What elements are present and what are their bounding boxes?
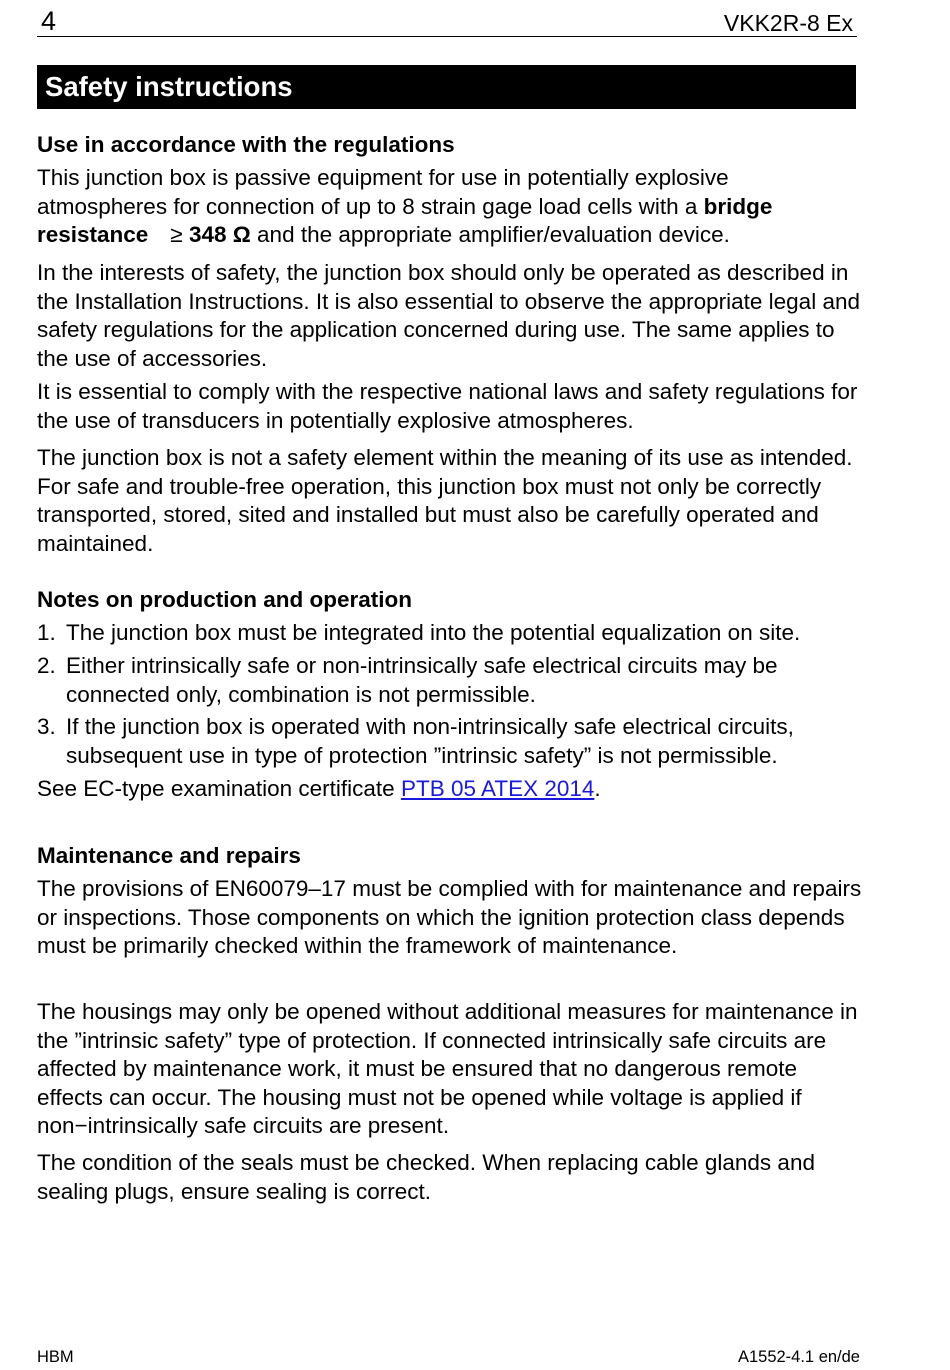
greater-equal-sign: ≥: [170, 222, 183, 247]
footer-doc-code: A1552-4.1 en/de: [737, 1348, 860, 1366]
use-paragraph-1: [37, 164, 867, 250]
document-id: VKK2R-8 Ex: [723, 10, 853, 36]
page-title: Safety instructions: [45, 71, 293, 102]
heading-maintenance: Maintenance and repairs: [37, 843, 301, 868]
list-item: [37, 713, 867, 770]
maintenance-paragraph-2: The housings may only be opened without additional measures for maintenance in the ”intrinsic safety” type of protection. If connected intrinsically safe circuits are affected by maintenance work, it must be ensured that no dangerous remote effects can occur. The housing must not be opened while voltage is applied if non−intrinsically safe circuits are present.: [37, 999, 858, 1138]
maintenance-paragraph-3: The condition of the seals must be checked. When replacing cable glands and sealing plugs, ensure sealing is correct.: [37, 1150, 815, 1204]
use-p1-line-2: atmospheres for connection of up to 8 strain gage load cells with a: [37, 193, 704, 219]
list-item: [37, 619, 867, 648]
use-p1-line-1: This junction box is passive equipment for use in potentially explosive: [37, 165, 729, 190]
list-number: 2.: [37, 653, 56, 678]
certificate-note: [37, 775, 867, 804]
section-title-bar: [37, 65, 856, 109]
bold-bridge: bridge: [703, 193, 773, 219]
use-paragraph-2: In the interests of safety, the junction box should only be operated as described in the Installation Instructions. It is also essential to observe the appropriate legal and safety regulations for the application concerned during use. The same applies to the use of accessories.: [37, 260, 860, 371]
use-p1-end: and the appropriate amplifier/evaluation device.: [250, 222, 730, 247]
maintenance-paragraph-1: The provisions of EN60079–17 must be complied with for maintenance and repairs or inspections. Those components on which the ignition protection class depends must be primarily checked within the framework of maintenance.: [37, 876, 862, 958]
list-number: 1.: [37, 620, 56, 645]
heading-notes: Notes on production and operation: [37, 587, 412, 612]
use-paragraph-4: The junction box is not a safety element within the meaning of its use as intended. For safe and trouble-free operation, this junction box must not only be correctly transported, stored, sited and installed but must also be carefully operated and maintained.: [37, 445, 853, 556]
certificate-prefix: See EC-type examination certificate: [37, 776, 401, 801]
certificate-link[interactable]: PTB 05 ATEX 2014: [400, 776, 595, 801]
list-text: Either intrinsically safe or non-intrinsically safe electrical circuits may be connected only, combination is not permissible.: [66, 653, 778, 707]
page-number: 4: [41, 6, 57, 36]
heading-use: Use in accordance with the regulations: [37, 132, 455, 157]
list-text: The junction box must be integrated into the potential equalization on site.: [66, 620, 801, 645]
resistance-value: 348 Ω: [188, 222, 251, 247]
bold-resistance: resistance: [37, 222, 149, 247]
list-number: 3.: [37, 714, 56, 739]
list-item: [37, 652, 867, 709]
use-paragraph-3: It is essential to comply with the respective national laws and safety regulations for the use of transducers in potentially explosive atmospheres.: [37, 379, 858, 433]
footer-brand: HBM: [37, 1348, 74, 1366]
list-text: If the junction box is operated with non-intrinsically safe electrical circuits, subsequent use in type of protection ”intrinsic safety” is not permissible.: [66, 714, 794, 768]
certificate-suffix: .: [594, 776, 601, 801]
page-header: [37, 4, 857, 37]
